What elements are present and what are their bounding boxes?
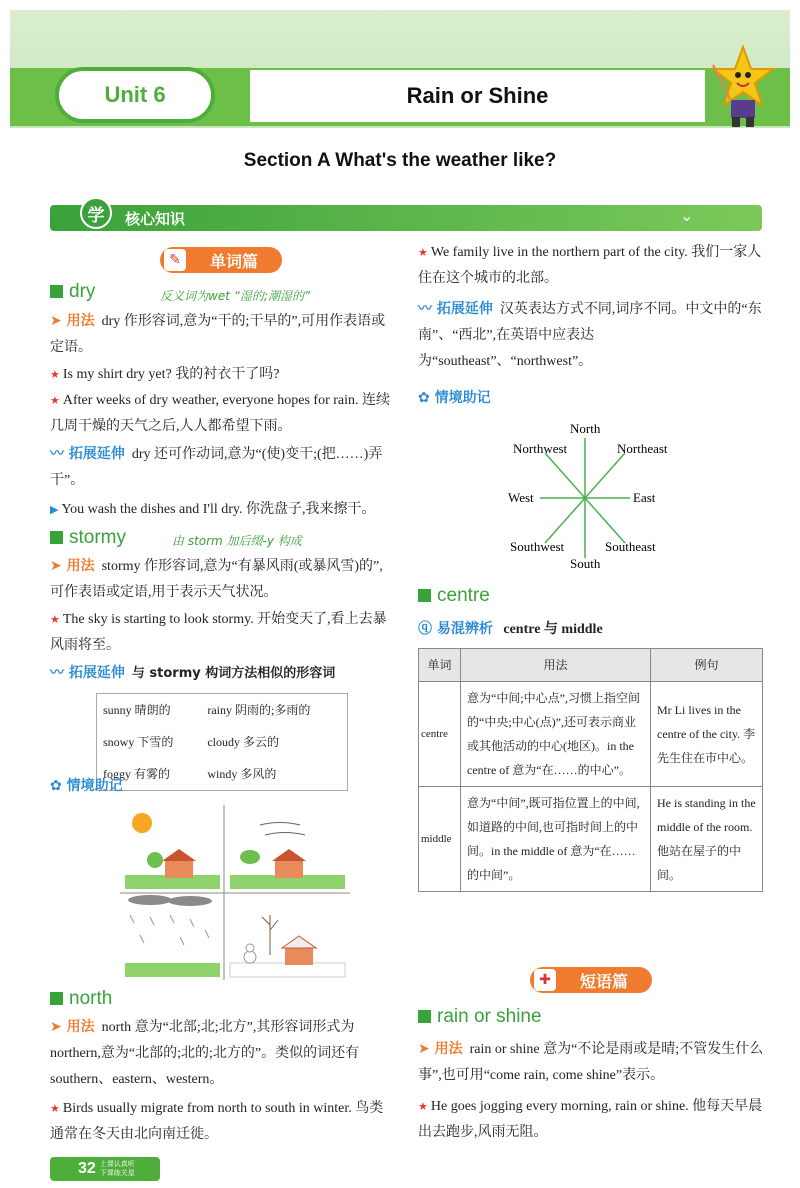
unit-title: Rain or Shine	[250, 70, 705, 122]
confusion-title: centre 与 middle	[503, 622, 603, 637]
table-row: centre 意为“中间;中心点”,习惯上指空间的“中央;中心(点)”,还可表示商业或其他活动的中心(地区)。in the centre of 意为“在……的中心”。 Mr Li lives in the centre of the city. 李先生住在市中心。	[419, 682, 763, 787]
north-example-1: ★ Birds usually migrate from north to south in winter. 鸟类通常在冬天由北向南迁徙。	[50, 1101, 384, 1142]
compass-north: North	[570, 421, 601, 436]
unit-label: Unit 6	[55, 67, 215, 123]
page-number: 32	[78, 1160, 96, 1177]
memory-label-right: ✿ 情境助记	[418, 390, 491, 406]
page-number-badge	[50, 1157, 160, 1181]
word-rain-or-shine	[418, 1006, 542, 1028]
vocab-tag-label: 单词篇	[209, 251, 258, 271]
section-title: Section A What's the weather like?	[243, 150, 557, 171]
dry-example-1: ★ Is my shirt dry yet? 我的衬衣干了吗?	[50, 367, 280, 382]
confusion-label: ⓠ 易混辨析	[418, 621, 493, 637]
dry-extension-text: dry 还可作动词,意为“(使)变干;(把……)弄干”。	[50, 447, 383, 488]
compass-east: East	[633, 490, 656, 505]
word-centre	[418, 585, 490, 607]
compass-southwest: Southwest	[510, 539, 565, 554]
compass-northwest: Northwest	[513, 441, 568, 456]
phrase-tag	[530, 967, 652, 993]
adjective-table	[96, 693, 348, 791]
extension-label: 〰 拓展延伸	[418, 301, 493, 317]
dry-extension	[50, 441, 395, 494]
north-usage-text: north 意为“北部;北;北方”,其形容词形式为 northern,意为“北部的;北的;北方的”。类似的词还有 southern、eastern、western。	[50, 1020, 360, 1087]
usage-label: ➤ 用法	[50, 313, 95, 329]
stormy-usage	[50, 553, 395, 606]
usage-label: ➤ 用法	[418, 1041, 463, 1057]
star-mascot-icon	[705, 45, 775, 130]
confusion-heading	[418, 618, 603, 638]
word-rain-or-shine-label: rain or shine	[437, 1006, 542, 1027]
centre-middle-table	[418, 648, 763, 892]
phrase-tag-label: 短语篇	[579, 971, 628, 991]
word-dry	[50, 281, 95, 303]
table-row: sunny 晴朗的 rainy 阴雨的;多雨的	[103, 703, 311, 717]
compass-west: West	[508, 490, 534, 505]
dry-note: 反义词为wet “湿的;潮湿的”	[160, 289, 311, 303]
north-example-2: ★ We family live in the northern part of the city. 我们一家人住在这个城市的北部。	[418, 245, 762, 286]
table-row: middle 意为“中间”,既可指位置上的中间,如道路的中间,也可指时间上的中间。in the middle of 意为“在……的中间”。 He is standing in the middle of the room. 他站在屋子的中间。	[419, 787, 763, 892]
weather-illustration	[120, 805, 350, 980]
compass-southeast: Southeast	[605, 539, 656, 554]
footer-brand: 上课认真听 下课练关星	[99, 1160, 135, 1177]
pencil-icon: ✎	[164, 249, 186, 271]
rain-or-shine-usage-text: rain or shine 意为“不论是雨或是晴;不管发生什么事”,也可用“come rain, come shine”表示。	[418, 1042, 764, 1083]
table-row: foggy 有雾的 windy 多风的	[103, 767, 277, 781]
stormy-note: 由 storm 加后缀-y 构成	[172, 534, 302, 548]
stormy-example: ★ The sky is starting to look stormy. 开始变天了,看上去暴风雨将至。	[50, 612, 387, 653]
extension-label: 〰 拓展延伸	[50, 665, 125, 681]
dry-usage-text: dry 作形容词,意为“干的;干早的”,可用作表语或定语。	[50, 314, 386, 355]
core-badge: 学	[80, 197, 112, 229]
north-extension-text: 汉英表达方式不同,词序不同。中文中的“东南”、“西北”,在英语中应表达为“southeast”、“northwest”。	[418, 302, 762, 369]
usage-label: ➤ 用法	[50, 558, 95, 574]
dry-example-2: ★ After weeks of dry weather, everyone hopes for rain. 连续几周干燥的天气之后,人人都希望下雨。	[50, 393, 391, 434]
vocab-tag	[160, 247, 282, 273]
compass-south: South	[570, 556, 601, 571]
compass-diagram	[500, 418, 690, 578]
dry-example-3: ▶ You wash the dishes and I'll dry. 你洗盘子,我来擦干。	[50, 502, 376, 517]
memory-label-left: ✿ 情境助记	[50, 778, 123, 794]
word-dry-label: dry	[69, 281, 96, 302]
word-centre-label: centre	[437, 585, 490, 606]
word-stormy	[50, 527, 126, 549]
compass-northeast: Northeast	[617, 441, 668, 456]
dry-usage	[50, 308, 395, 361]
stormy-extension-text: 与 stormy 构词方法相似的形容词	[131, 666, 336, 681]
rain-or-shine-usage	[418, 1036, 768, 1089]
word-north	[50, 988, 112, 1010]
table-header: 单词 用法 例句	[419, 649, 763, 682]
word-north-label: north	[69, 988, 113, 1009]
stormy-extension	[50, 660, 395, 687]
core-label: 核心知识	[125, 210, 186, 228]
extension-label: 〰 拓展延伸	[50, 446, 125, 462]
usage-label: ➤ 用法	[50, 1019, 95, 1035]
north-extension	[418, 296, 768, 375]
rain-or-shine-example: ★ He goes jogging every morning, rain or shine. 他每天早晨出去跑步,风雨无阻。	[418, 1099, 763, 1140]
word-stormy-label: stormy	[69, 527, 126, 548]
puzzle-icon: ✚	[534, 969, 556, 991]
table-row: snowy 下雪的 cloudy 多云的	[103, 735, 279, 749]
north-usage	[50, 1014, 395, 1093]
chevron-down-icon[interactable]: ⌄	[680, 206, 694, 225]
stormy-usage-text: stormy 作形容词,意为“有暴风雨(或暴风雪)的”,可作表语或定语,用于表示天气状况。	[50, 559, 383, 600]
